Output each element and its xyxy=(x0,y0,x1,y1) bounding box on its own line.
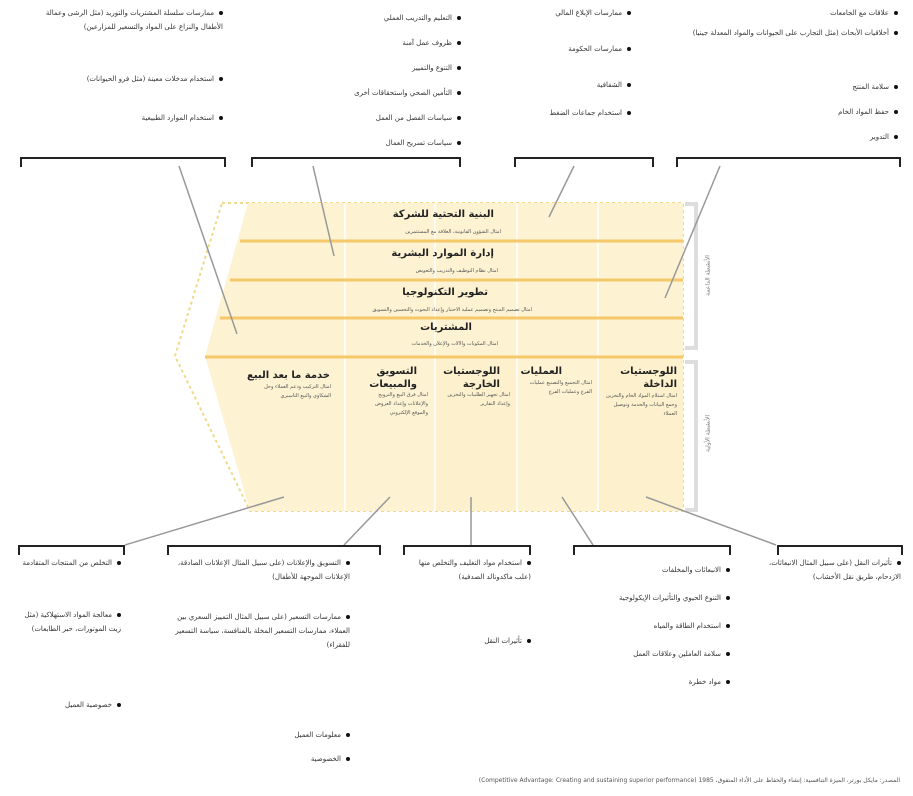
support-tech-desc: امثال تصميم المنتج وتصميم عملية الاختبار وإعداد البحوث والتحسين والتسويق xyxy=(372,307,532,313)
primary-service-title: خدمة ما بعد البيع xyxy=(247,370,330,381)
bottom-bracket-1 xyxy=(18,545,125,555)
bottom-notes-1 xyxy=(11,556,121,712)
bullet-dot xyxy=(527,639,531,643)
bullet-dot xyxy=(457,91,461,95)
bullet-dot xyxy=(346,733,350,737)
primary-marketing-title: التسويق والمبيعات xyxy=(369,366,417,390)
top-note-item: التدوير xyxy=(688,130,898,144)
bullet-dot xyxy=(627,47,631,51)
bullet-dot xyxy=(219,11,223,15)
bottom-note-item: ممارسات التسعير (على سبيل المثال التمييز السعري بين العملاء، ممارسات التسعير المخلة بالمنافسة، سياسة التسعير للفقراء) xyxy=(175,613,350,649)
bottom-note-item: خصوصية العميل xyxy=(11,698,121,712)
bullet-dot xyxy=(894,31,898,35)
bullet-dot xyxy=(894,110,898,114)
bottom-note-item: سلامة العاملين وعلاقات العمل xyxy=(570,640,730,668)
bullet-dot xyxy=(117,561,121,565)
bullet-dot xyxy=(897,561,901,565)
connector-line xyxy=(646,497,776,545)
support-infrastructure-desc: امثال الشؤون القانونية، العلاقة مع المستثمرين xyxy=(405,229,501,235)
top-bracket-4 xyxy=(676,157,901,167)
bottom-note-item: الخصوصية xyxy=(165,752,350,766)
top-note-item: الشفافية xyxy=(481,78,631,92)
support-hr-desc: امثال نظام التوظيف والتدريب والتعويض xyxy=(415,268,498,274)
bullet-dot xyxy=(457,116,461,120)
top-note-item: سياسات الفصل من العمل xyxy=(271,106,461,131)
top-note-item: ممارسات الإبلاغ المالي xyxy=(481,6,631,20)
top-note-item: ظروف عمل آمنة xyxy=(271,31,461,56)
top-note-item: التنوع والتمييز xyxy=(271,56,461,81)
primary-outbound-title: اللوجستيات الخارجة xyxy=(443,366,500,390)
bullet-dot xyxy=(726,680,730,684)
top-note-item: أخلاقيات الأبحاث (مثل التجارب على الحيوانات والمواد المعدلة جينيا) xyxy=(688,26,898,40)
top-bracket-1 xyxy=(20,157,226,167)
bullet-dot xyxy=(627,111,631,115)
bottom-notes-2 xyxy=(165,556,350,766)
top-note-item: سلامة المنتج xyxy=(688,80,898,94)
support-bracket xyxy=(685,204,696,348)
primary-side-label: الأنشطة الأولية xyxy=(704,415,712,452)
top-note-item: استخدام الموارد الطبيعية xyxy=(23,111,223,125)
bullet-dot xyxy=(346,757,350,761)
top-notes-2 xyxy=(271,6,461,156)
support-hr-title: إدارة الموارد البشرية xyxy=(391,248,494,259)
bullet-dot xyxy=(219,77,223,81)
bottom-note-item: استخدام مواد التغليف والتخلص منها (علب ماكدونالد الصدفية) xyxy=(418,559,531,581)
bottom-bracket-3 xyxy=(403,545,531,555)
bullet-dot xyxy=(457,16,461,20)
top-bracket-2 xyxy=(251,157,461,167)
bullet-dot xyxy=(726,596,730,600)
bullet-dot xyxy=(346,615,350,619)
top-note-item: استخدام مدخلات معينة (مثل فرو الحيوانات) xyxy=(23,72,223,86)
top-bracket-3 xyxy=(514,157,654,167)
bottom-note-item: تأثيرات النقل (على سبيل المثال الانبعاثات، الازدحام، طريق نقل الأخشاب) xyxy=(768,559,901,581)
primary-outbound-desc: امثال تجهيز الطلبيات والتخزين وإعداد التقارير xyxy=(447,392,510,407)
bottom-note-item: مواد خطرة xyxy=(570,668,730,696)
bullet-dot xyxy=(726,568,730,572)
support-procurement-desc: امثال المكونات والآلات والإعلان والخدمات xyxy=(411,341,498,347)
bottom-bracket-5 xyxy=(777,545,903,555)
bottom-note-item: معلومات العميل xyxy=(165,728,350,742)
top-notes-1 xyxy=(23,6,223,125)
support-side-label: الأنشطة الداعمة xyxy=(704,255,712,296)
top-note-item: علاقات مع الجامعات xyxy=(688,6,898,20)
primary-bracket xyxy=(685,362,696,510)
primary-operations-title: العمليات xyxy=(520,366,562,377)
bullet-dot xyxy=(894,85,898,89)
bottom-note-item: التسويق والإعلانات (على سبيل المثال الإعلانات الصادقة، الإعلانات الموجهة للأطفال) xyxy=(177,559,350,581)
primary-service-desc: امثال التركيب ودعم العملاء وحل الشكاوى والبيع التاسيري xyxy=(264,384,331,399)
bullet-dot xyxy=(627,11,631,15)
top-note-item: حفظ المواد الخام xyxy=(688,105,898,119)
bottom-note-item: الانبعاثات والمخلفات xyxy=(570,556,730,584)
bullet-dot xyxy=(457,141,461,145)
support-procurement-title: المشتريات xyxy=(420,322,472,333)
bottom-notes-5 xyxy=(761,556,901,584)
primary-inbound-desc: امثال استلام المواد الخام والتخزين وجمع البيانات والخدمة وتوصيل العملاء xyxy=(605,393,677,417)
bottom-notes-4 xyxy=(570,556,730,696)
primary-operations-desc: امثال التجميع والتصنيع عمليات الفرع وعمليات الفرع xyxy=(529,380,592,395)
bottom-note-item: استخدام الطاقة والمياه xyxy=(570,612,730,640)
bottom-bracket-2 xyxy=(167,545,381,555)
bullet-dot xyxy=(894,135,898,139)
bottom-bracket-4 xyxy=(573,545,731,555)
bullet-dot xyxy=(346,561,350,565)
bottom-notes-3 xyxy=(401,556,531,648)
bullet-dot xyxy=(219,116,223,120)
bullet-dot xyxy=(457,66,461,70)
connector-line xyxy=(125,497,284,545)
bullet-dot xyxy=(117,703,121,707)
support-tech-title: تطوير التكنولوجيا xyxy=(402,287,488,298)
connector-line xyxy=(179,166,237,334)
primary-inbound-title: اللوجستيات الداخلة xyxy=(620,366,677,390)
bullet-dot xyxy=(527,561,531,565)
bullet-dot xyxy=(726,652,730,656)
bullet-dot xyxy=(117,613,121,617)
top-note-item: ممارسات سلسلة المشتريات والتوريد (مثل الرشى وعمالة الأطفال والنزاع على المواد والتسعير للمزارعين) xyxy=(45,9,223,31)
top-note-item: سياسات تسريح العمال xyxy=(271,131,461,156)
bullet-dot xyxy=(627,83,631,87)
top-note-item: التأمين الصحي واستحقاقات أخرى xyxy=(271,81,461,106)
bullet-dot xyxy=(726,624,730,628)
top-notes-3 xyxy=(481,6,631,120)
top-note-item: التعليم والتدريب العملي xyxy=(271,6,461,31)
bottom-note-item: التنوع الحيوي والتأثيرات الإيكولوجية xyxy=(570,584,730,612)
top-notes-4 xyxy=(688,6,898,144)
bottom-note-item: معالجة المواد الاستهلاكية (مثل زيت الموتورات، حبر الطابعات) xyxy=(24,611,121,633)
top-note-item: ممارسات الحكومة xyxy=(481,42,631,56)
support-infrastructure-title: البنية التحتية للشركة xyxy=(392,209,494,220)
bullet-dot xyxy=(457,41,461,45)
bottom-note-item: تأثيرات النقل xyxy=(401,634,531,648)
bottom-note-item: التخلص من المنتجات المتقادمة xyxy=(11,556,121,570)
primary-marketing-desc: امثال فرق البيع والترويج والإعلانات وإعداد العروض والموقع الإلكتروني xyxy=(375,392,428,416)
top-note-item: استخدام جماعات الضغط xyxy=(481,106,631,120)
source-caption: المصدر: مايكل بورتر، الميزة التنافسية: إنشاء والحفاظ على الأداء المتفوق، 1985 (Competitive Advantage: Creating and sustaining superior performance) xyxy=(478,777,900,784)
bullet-dot xyxy=(894,11,898,15)
